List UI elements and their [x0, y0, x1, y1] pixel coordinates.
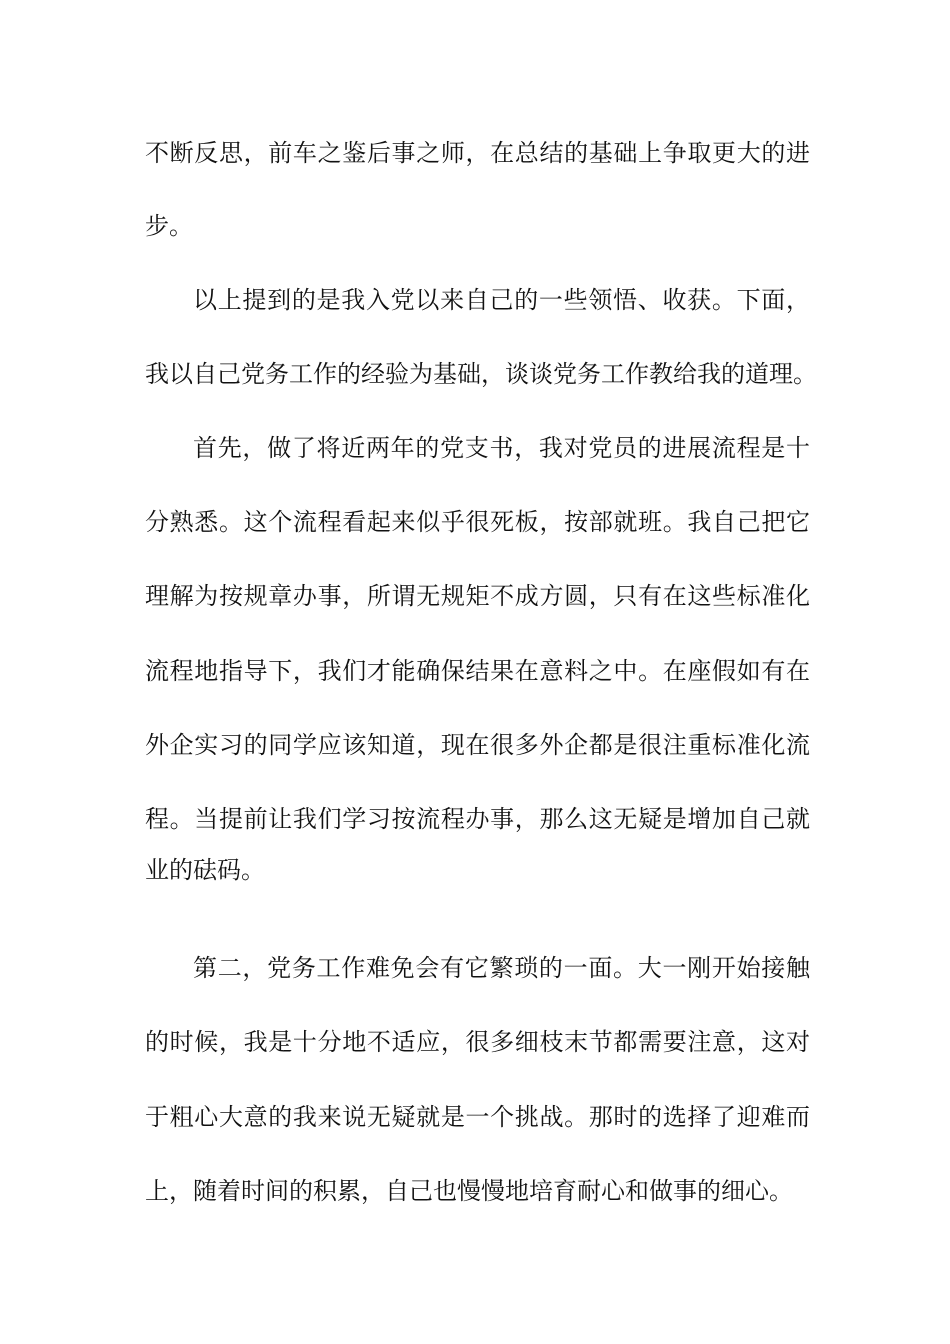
paragraph-line: 程。当提前让我们学习按流程办事，那么这无疑是增加自己就	[145, 805, 810, 833]
paragraph-line: 我以自己党务工作的经验为基础，谈谈党务工作教给我的道理。	[145, 360, 817, 388]
paragraph-line: 步。	[145, 212, 193, 240]
paragraph-line: 上，随着时间的积累，自己也慢慢地培育耐心和做事的细心。	[145, 1177, 793, 1205]
paragraph-line: 首先，做了将近两年的党支书，我对党员的进展流程是十	[193, 434, 810, 462]
paragraph-line: 分熟悉。这个流程看起来似乎很死板，按部就班。我自己把它	[145, 508, 810, 536]
paragraph-line: 以上提到的是我入党以来自己的一些领悟、收获。下面，	[193, 286, 810, 314]
paragraph-line: 业的砝码。	[145, 856, 265, 884]
paragraph-line: 理解为按规章办事，所谓无规矩不成方圆，只有在这些标准化	[145, 582, 810, 610]
paragraph-line: 于粗心大意的我来说无疑就是一个挑战。那时的选择了迎难而	[145, 1103, 810, 1131]
paragraph-line: 流程地指导下，我们才能确保结果在意料之中。在座假如有在	[145, 657, 810, 685]
paragraph-line: 不断反思，前车之鉴后事之师，在总结的基础上争取更大的进	[145, 139, 810, 167]
paragraph-line: 的时候，我是十分地不适应，很多细枝末节都需要注意，这对	[145, 1028, 810, 1056]
paragraph-line: 外企实习的同学应该知道，现在很多外企都是很注重标准化流	[145, 731, 810, 759]
paragraph-line: 第二，党务工作难免会有它繁琐的一面。大一刚开始接触	[193, 954, 810, 982]
